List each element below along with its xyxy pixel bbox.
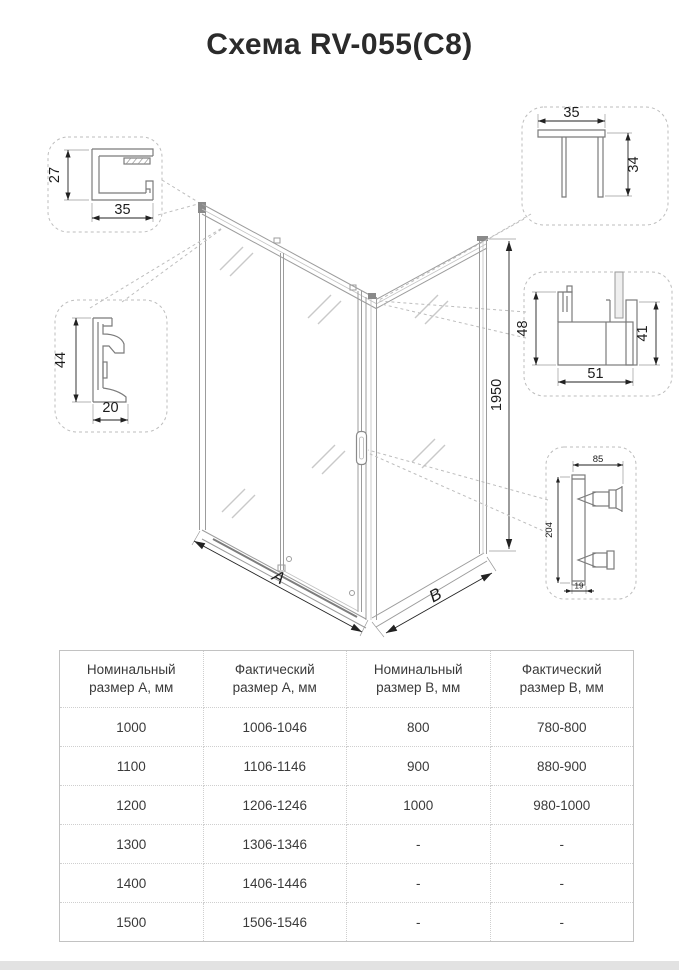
dim-label-height: 1950 (489, 378, 505, 412)
header-nominal-a: Номинальный размер A, мм (60, 651, 204, 708)
table-cell: 1500 (60, 903, 204, 942)
page-bottom-strip (0, 961, 679, 970)
top-profile-section (92, 149, 153, 200)
door-handle (357, 432, 367, 465)
dim-label-a: A (269, 566, 289, 589)
header-actual-b: Фактический размер B, мм (490, 651, 634, 708)
dim-label-guide-height: 44 (53, 351, 69, 369)
table-cell: 1106-1146 (203, 747, 347, 786)
bottom-rail-section (558, 272, 637, 365)
handle-section (572, 475, 622, 585)
table-row (60, 864, 634, 903)
callout-bottom-rail (379, 272, 672, 396)
enclosure-drawing (198, 202, 488, 628)
table-cell: 1300 (60, 825, 204, 864)
size-table-header (60, 651, 634, 708)
table-cell: 1406-1446 (203, 864, 347, 903)
callout-handle (368, 447, 636, 599)
dim-label-top-profile-height: 27 (47, 166, 63, 184)
table-cell: 1200 (60, 786, 204, 825)
wall-bracket-left (198, 202, 206, 213)
table-cell: - (490, 825, 634, 864)
table-cell: - (347, 864, 491, 903)
table-row (60, 786, 634, 825)
size-table (59, 650, 634, 942)
glass-pane-section (615, 272, 623, 318)
header-nominal-b: Номинальный размер B, мм (347, 651, 491, 708)
dim-label-wall-profile-width: 35 (563, 105, 580, 121)
wall-profile-section (538, 130, 605, 197)
table-row (60, 825, 634, 864)
size-table-container (59, 650, 634, 942)
dim-label-b: B (425, 584, 445, 607)
table-cell: 1006-1046 (203, 708, 347, 747)
table-cell: 800 (347, 708, 491, 747)
table-cell: 1506-1546 (203, 903, 347, 942)
size-table-body (60, 708, 634, 942)
table-cell: 880-900 (490, 747, 634, 786)
page-title: Схема RV-055(C8) (206, 28, 473, 61)
table-cell: - (347, 903, 491, 942)
callout-bottom-guide (53, 228, 223, 432)
table-header-row (60, 651, 634, 708)
table-cell: 780-800 (490, 708, 634, 747)
roller-top-1 (274, 238, 280, 243)
table-cell: 980-1000 (490, 786, 634, 825)
table-cell: 1306-1346 (203, 825, 347, 864)
dim-label-wall-profile-height: 34 (626, 156, 642, 173)
roller-bottom-1 (287, 557, 292, 562)
callout-wall-profile (379, 105, 668, 300)
table-cell: - (347, 825, 491, 864)
table-cell: - (490, 864, 634, 903)
callout-top-profile (47, 137, 198, 232)
table-cell: 1100 (60, 747, 204, 786)
dimension-height (489, 239, 516, 551)
dim-label-rail-width: 51 (587, 366, 604, 382)
roller-bottom-2 (350, 591, 355, 596)
table-cell: 900 (347, 747, 491, 786)
table-cell: 1400 (60, 864, 204, 903)
dimension-depth-b (372, 557, 496, 637)
table-row (60, 747, 634, 786)
table-row (60, 903, 634, 942)
bottom-guide-section (93, 318, 126, 402)
table-cell: 1206-1246 (203, 786, 347, 825)
table-cell: - (490, 903, 634, 942)
dim-label-rail-back-height: 41 (635, 325, 651, 342)
table-cell: 1000 (60, 708, 204, 747)
header-actual-a: Фактический размер A, мм (203, 651, 347, 708)
table-row (60, 708, 634, 747)
dim-label-handle-thickness: 19 (574, 581, 584, 591)
corner-bracket (368, 293, 376, 299)
dim-label-rail-front-height: 48 (515, 320, 531, 337)
dim-label-guide-width: 20 (102, 400, 119, 416)
dim-label-top-profile-width: 35 (114, 202, 131, 218)
dim-label-handle-length: 204 (544, 522, 555, 538)
table-cell: 1000 (347, 786, 491, 825)
dim-label-handle-width: 85 (592, 454, 604, 465)
